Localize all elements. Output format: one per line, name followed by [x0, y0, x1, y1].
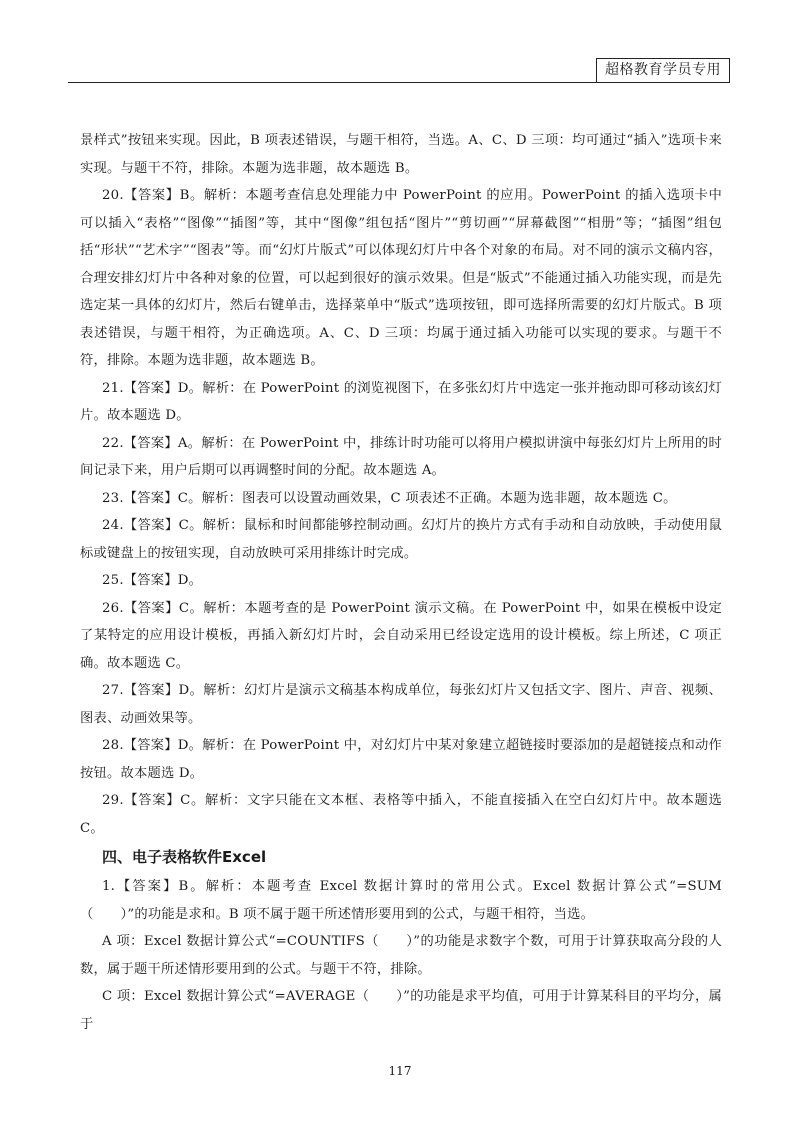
page-number: 117: [388, 1064, 412, 1078]
answer-28: 28.【答案】D。解析：在 PowerPoint 中，对幻灯片中某对象建立超链接时要添加的是超链接点和动作按钮。故本题选 D。: [80, 738, 722, 781]
header-badge: 超格教育学员专用: [596, 58, 730, 83]
answer-27: 27.【答案】D。解析：幻灯片是演示文稿基本构成单位，每张幻灯片又包括文字、图片、声音、视频、图表、动画效果等。: [80, 683, 722, 726]
header-rule: [68, 82, 730, 83]
answer-24: 24.【答案】C。解析：鼠标和时间都能够控制动画。幻灯片的换片方式有手动和自动放映，手动使用鼠标或键盘上的按钮实现，自动放映可采用排练计时完成。: [80, 518, 722, 561]
excel-option-c: C 项：Excel 数据计算公式“=AVERAGE（ ）”的功能是求平均值，可用于计算某科目的平均分，属于: [80, 989, 722, 1032]
excel-answer-1: 1.【答案】B。解析：本题考查 Excel 数据计算时的常用公式。Excel 数据计算公式“=SUM（ ）”的功能是求和。B 项不属于题干所述情形要用到的公式，与题干相符，当选。: [80, 879, 722, 922]
answer-29: 29.【答案】C。解析：文字只能在文本框、表格等中插入，不能直接插入在空白幻灯片中。故本题选 C。: [80, 793, 722, 836]
answer-22: 22.【答案】A。解析：在 PowerPoint 中，排练计时功能可以将用户模拟讲演中每张幻灯片上所用的时间记录下来，用户后期可以再调整时间的分配。故本题选 A。: [80, 435, 722, 478]
paragraph-continuation: 景样式”按钮来实现。因此，B 项表述错误，与题干相符，当选。A、C、D 三项：均可通过“插入”选项卡来实现。与题干不符，排除。本题为选非题，故本题选 B。: [80, 133, 722, 176]
answer-25: 25.【答案】D。: [102, 573, 203, 588]
section-heading: 四、电子表格软件Excel: [102, 848, 267, 866]
answer-21: 21.【答案】D。解析：在 PowerPoint 的浏览视图下，在多张幻灯片中选定一张并拖动即可移动该幻灯片。故本题选 D。: [80, 380, 722, 423]
page-content: [80, 127, 722, 1038]
answer-20: 20.【答案】B。解析：本题考查信息处理能力中 PowerPoint 的应用。PowerPoint 的插入选项卡中可以插入“表格”“图像”“插图”等，其中“图像”组包括“图片”“剪切画”“屏幕截图”“相册”等；“插图”组包括“形状”“艺术字”“图表”等。而“幻灯片版式”可以体现幻灯片中各个对象的布局。对不同的演示文稿内容，合理安排幻灯片中各种对象的位置，可以起到很好的演示效果。但是“版式”不能通过插入功能实现，而是先选定某一具体的幻灯片，然后右键单击，选择菜单中“版式”选项按钮，即可选择所需要的幻灯片版式。B 项表述错误，与题干相符，为正确选项。A、C、D 三项：均属于通过插入功能可以实现的要求。与题干不符，排除。本题为选非题，故本题选 B。: [80, 188, 722, 368]
answer-26: 26.【答案】C。解析：本题考查的是 PowerPoint 演示文稿。在 PowerPoint 中，如果在模板中设定了某特定的应用设计模板，再插入新幻灯片时，会自动采用已经设定选用的设计模板。综上所述，C 项正确。故本题选 C。: [80, 600, 722, 671]
answer-23: 23.【答案】C。解析：图表可以设置动画效果，C 项表述不正确。本题为选非题，故本题选 C。: [102, 490, 677, 506]
excel-option-a: A 项：Excel 数据计算公式“=COUNTIFS（ ）”的功能是求数字个数，可用于计算获取高分段的人数，属于题干所述情形要用到的公式。与题干不符，排除。: [80, 934, 722, 977]
